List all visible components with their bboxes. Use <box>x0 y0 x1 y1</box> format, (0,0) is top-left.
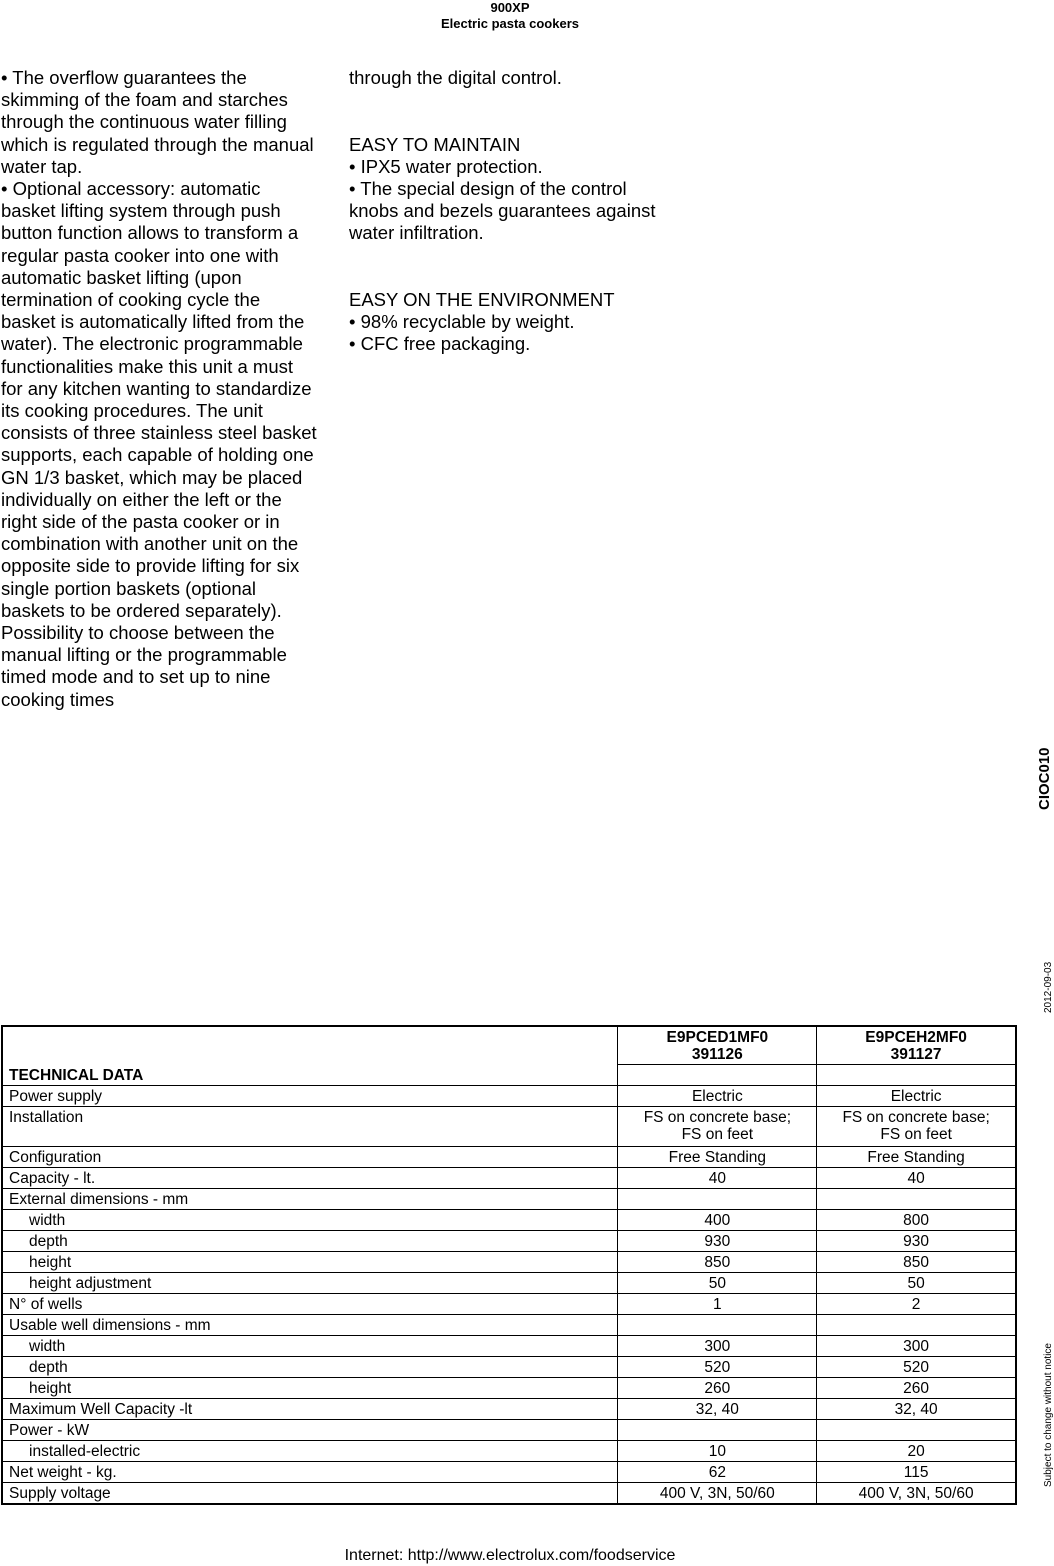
table-row <box>2 1086 1016 1107</box>
table-row <box>2 1441 1016 1462</box>
value-line: 50 <box>708 1275 726 1292</box>
value-line: 115 <box>903 1464 929 1481</box>
row-value-model-2 <box>817 1107 1016 1147</box>
description-column-2 <box>349 67 679 356</box>
row-value-model-1 <box>618 1315 817 1336</box>
row-label: Installation <box>2 1107 618 1147</box>
row-value-model-1 <box>618 1086 817 1107</box>
row-value-model-2 <box>817 1252 1016 1273</box>
row-value-model-2 <box>817 1357 1016 1378</box>
value-line: 32, 40 <box>695 1401 739 1418</box>
table-row <box>2 1315 1016 1336</box>
table-row <box>2 1189 1016 1210</box>
row-label: Power supply <box>2 1086 618 1107</box>
environment-item: • CFC free packaging. <box>349 333 531 355</box>
model-1-number: 391126 <box>691 1046 743 1063</box>
table-row <box>2 1399 1016 1420</box>
table-row <box>2 1483 1016 1505</box>
product-title: Electric pasta cookers <box>440 16 580 31</box>
row-value-model-2 <box>817 1168 1016 1189</box>
row-value-model-1 <box>618 1357 817 1378</box>
value-line: FS on feet <box>681 1126 754 1143</box>
row-label: Supply voltage <box>2 1483 618 1505</box>
value-line: 32, 40 <box>894 1401 938 1418</box>
table-title: TECHNICAL DATA <box>2 1026 618 1086</box>
value-line: 850 <box>704 1254 731 1271</box>
row-label: Configuration <box>2 1147 618 1168</box>
row-value-model-2 <box>817 1315 1016 1336</box>
value-line: 400 <box>704 1212 731 1229</box>
continuation-text: through the digital control. <box>349 67 562 88</box>
table-row <box>2 1168 1016 1189</box>
value-line: 300 <box>903 1338 930 1355</box>
row-label: installed-electric <box>2 1441 618 1462</box>
value-line: 400 V, 3N, 50/60 <box>659 1485 775 1502</box>
value-line: 260 <box>903 1380 930 1397</box>
row-label: Usable well dimensions - mm <box>2 1315 618 1336</box>
row-label: height adjustment <box>2 1273 618 1294</box>
environment-item: • 98% recyclable by weight. <box>349 311 575 333</box>
table-row <box>2 1336 1016 1357</box>
row-value-model-1 <box>618 1378 817 1399</box>
model-2-code: E9PCEH2MF0 <box>865 1029 967 1046</box>
value-line: 300 <box>704 1338 731 1355</box>
value-line: Electric <box>691 1088 743 1105</box>
row-label: depth <box>2 1357 618 1378</box>
page-header <box>0 0 1020 32</box>
row-label: N° of wells <box>2 1294 618 1315</box>
value-line: FS on concrete base; <box>842 1109 990 1126</box>
row-value-model-1 <box>618 1107 817 1147</box>
value-line: Free Standing <box>668 1149 767 1166</box>
row-value-model-2 <box>817 1210 1016 1231</box>
table-row <box>2 1147 1016 1168</box>
environment-heading: EASY ON THE ENVIRONMENT <box>349 289 615 310</box>
row-value-model-1 <box>618 1189 817 1210</box>
table-row <box>2 1273 1016 1294</box>
value-line: Free Standing <box>867 1149 965 1166</box>
row-value-model-1 <box>618 1168 817 1189</box>
row-value-model-1 <box>618 1441 817 1462</box>
row-value-model-1 <box>618 1336 817 1357</box>
change-notice: Subject to change without notice <box>1043 1343 1054 1487</box>
value-line: 930 <box>903 1233 930 1250</box>
row-value-model-2 <box>817 1378 1016 1399</box>
value-line: 260 <box>704 1380 731 1397</box>
table-row <box>2 1378 1016 1399</box>
row-value-model-2 <box>817 1189 1016 1210</box>
document-code: CIOC010 <box>1036 747 1053 810</box>
row-value-model-2 <box>817 1273 1016 1294</box>
row-value-model-1 <box>618 1147 817 1168</box>
row-label: height <box>2 1378 618 1399</box>
accessory-paragraph: • Optional accessory: automatic basket lifting system through push button function allows to transform a regular pasta cooker into one with automatic basket lifting (upon termination of cooking cycle the basket is automatically lifted from the water). The electronic programmable functionalities make this unit a must for any kitchen wanting to standardize its cooking procedures. The unit consists of three stainless steel basket supports, each capable of holding one GN 1/3 basket, which may be placed individually on either the left or the right side of the pasta cooker or in combination with another unit on the opposite side to provide lifting for six single portion baskets (optional baskets to be ordered separately). Possibility to choose between the manual lifting or the programmable timed mode and to set up to nine cooking times <box>1 178 317 710</box>
row-value-model-1 <box>618 1210 817 1231</box>
table-row <box>2 1210 1016 1231</box>
row-value-model-2 <box>817 1147 1016 1168</box>
row-value-model-1 <box>618 1483 817 1505</box>
row-value-model-2 <box>817 1294 1016 1315</box>
value-line: FS on concrete base; <box>643 1109 792 1126</box>
value-line: 50 <box>907 1275 925 1292</box>
value-line: 520 <box>903 1359 930 1376</box>
maintain-item: • IPX5 water protection. <box>349 155 543 177</box>
row-label: Net weight - kg. <box>2 1462 618 1483</box>
model-2-header <box>817 1026 1016 1065</box>
row-value-model-1 <box>618 1462 817 1483</box>
value-line: 10 <box>708 1443 726 1460</box>
row-label: Power - kW <box>2 1420 618 1441</box>
row-value-model-1 <box>618 1231 817 1252</box>
table-row <box>2 1294 1016 1315</box>
row-label: width <box>2 1336 618 1357</box>
row-value-model-2 <box>817 1336 1016 1357</box>
row-value-model-2 <box>817 1086 1016 1107</box>
value-line: 2 <box>911 1296 921 1313</box>
row-value-model-2 <box>817 1231 1016 1252</box>
row-label: External dimensions - mm <box>2 1189 618 1210</box>
model-2-number: 391127 <box>890 1046 942 1063</box>
row-label: Capacity - lt. <box>2 1168 618 1189</box>
row-value-model-1 <box>618 1399 817 1420</box>
row-label: width <box>2 1210 618 1231</box>
series-title: 900XP <box>490 0 530 15</box>
value-line: 62 <box>708 1464 726 1481</box>
overflow-paragraph: • The overflow guarantees the skimming of the foam and starches through the continuous water filling which is regulated through the manual water tap. <box>1 67 314 177</box>
description-column-1 <box>1 67 319 711</box>
row-label: height <box>2 1252 618 1273</box>
row-value-model-1 <box>618 1420 817 1441</box>
value-line: 520 <box>704 1359 731 1376</box>
value-line: 930 <box>704 1233 731 1250</box>
value-line: Electric <box>890 1088 942 1105</box>
table-header-row <box>2 1026 1016 1065</box>
row-value-model-1 <box>618 1294 817 1315</box>
row-label: depth <box>2 1231 618 1252</box>
row-value-model-2 <box>817 1441 1016 1462</box>
value-line: 400 V, 3N, 50/60 <box>858 1485 974 1502</box>
value-line: 20 <box>907 1443 925 1460</box>
model-1-header <box>618 1026 817 1065</box>
table-row <box>2 1357 1016 1378</box>
table-row <box>2 1107 1016 1147</box>
maintain-item: • The special design of the control knobs and bezels guarantees against water infiltration. <box>349 178 656 244</box>
table-row <box>2 1252 1016 1273</box>
table-row <box>2 1231 1016 1252</box>
table-row <box>2 1420 1016 1441</box>
row-value-model-2 <box>817 1483 1016 1505</box>
value-line: FS on feet <box>880 1126 952 1143</box>
value-line: 40 <box>907 1170 925 1187</box>
value-line: 40 <box>708 1170 726 1187</box>
footer-internet: Internet: http://www.electrolux.com/foodservice <box>344 1547 676 1564</box>
table-row <box>2 1462 1016 1483</box>
row-value-model-2 <box>817 1420 1016 1441</box>
technical-data-table <box>1 1025 1017 1505</box>
row-value-model-1 <box>618 1273 817 1294</box>
row-label: Maximum Well Capacity -lt <box>2 1399 618 1420</box>
value-line: 800 <box>903 1212 930 1229</box>
document-date: 2012-09-03 <box>1043 961 1054 1013</box>
model-1-code: E9PCED1MF0 <box>666 1029 769 1046</box>
row-value-model-1 <box>618 1252 817 1273</box>
row-value-model-2 <box>817 1462 1016 1483</box>
row-value-model-2 <box>817 1399 1016 1420</box>
maintain-heading: EASY TO MAINTAIN <box>349 133 521 155</box>
value-line: 850 <box>903 1254 930 1271</box>
value-line: 1 <box>713 1296 722 1313</box>
